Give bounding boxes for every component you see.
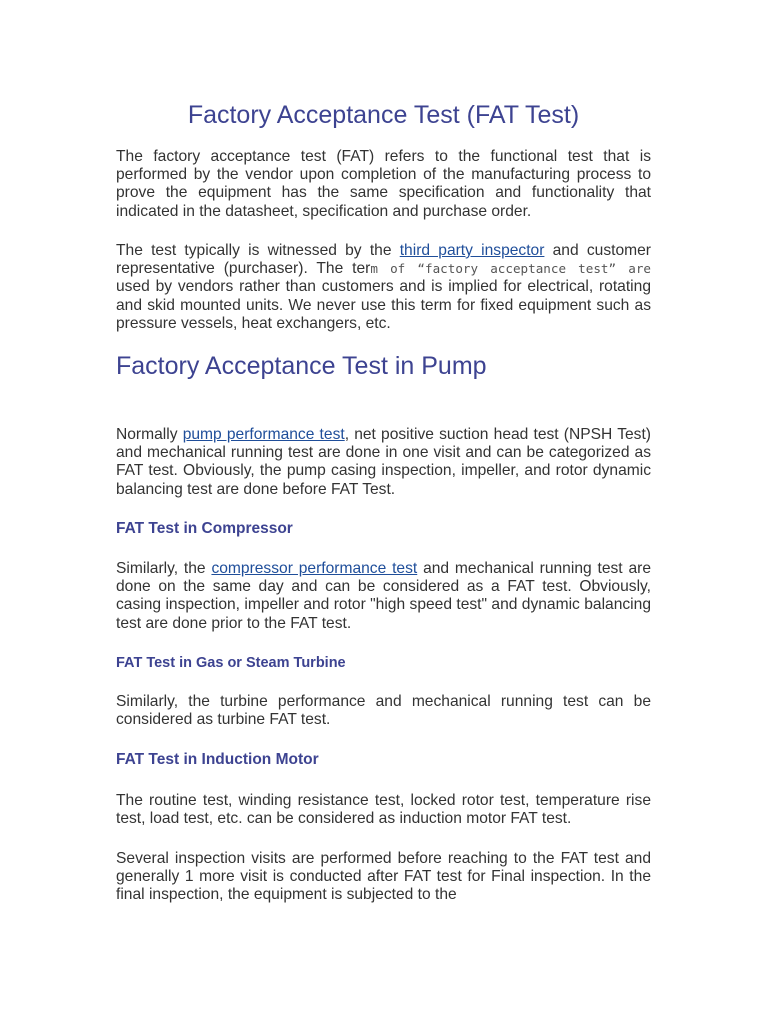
intro-paragraph: The factory acceptance test (FAT) refers to the functional test that is performed by the vendor upon completion of the manufacturing process to prove the equipment has the same specification and functionality that indicated in the datasheet, specification and purchase order.	[116, 148, 651, 220]
turbine-paragraph: Similarly, the turbine performance and mechanical running test can be considered as turbine FAT test.	[116, 693, 651, 729]
motor-heading: FAT Test in Induction Motor	[116, 751, 319, 768]
compressor-text-end: and mechanical running test are done on the same day and can be considered as a FAT test. Obviously, casing inspection, impeller and rotor "high speed test" and dynamic balancing test are done prior to the FAT test.	[116, 560, 652, 632]
compressor-heading: FAT Test in Compressor	[116, 520, 293, 537]
witness-text-start: The test typically is witnessed by the	[116, 242, 400, 259]
third-party-inspector-link[interactable]: third party inspector	[399, 242, 545, 259]
witness-text-middle: and customer representative (purchaser). The ter	[116, 242, 651, 278]
page-title: Factory Acceptance Test (FAT Test)	[187, 101, 580, 129]
pump-heading: Factory Acceptance Test in Pump	[116, 352, 487, 380]
pump-paragraph	[116, 426, 651, 499]
witness-paragraph	[116, 242, 651, 333]
witness-text-mono: m of “factory acceptance test” are	[370, 261, 651, 277]
turbine-heading: FAT Test in Gas or Steam Turbine	[116, 655, 346, 671]
compressor-text-start: Similarly, the	[116, 560, 212, 577]
witness-text-end: used by vendors rather than customers and is implied for electrical, rotating and skid mounted units. We never use this term for fixed equipment such as pressure vessels, heat exchangers, etc.	[116, 278, 651, 332]
compressor-paragraph	[116, 560, 651, 633]
pump-text-end: , net positive suction head test (NPSH Test) and mechanical running test are done in one visit and can be categorized as FAT test. Obviously, the pump casing inspection, impeller, and rotor dynamic balancing test are done before FAT Test.	[116, 426, 651, 498]
final-inspection-paragraph: Several inspection visits are performed before reaching to the FAT test and generally 1 more visit is conducted after FAT test for Final inspection. In the final inspection, the equipment is subjected to the	[116, 850, 651, 904]
motor-paragraph: The routine test, winding resistance test, locked rotor test, temperature rise test, load test, etc. can be considered as induction motor FAT test.	[116, 792, 651, 828]
pump-text-start: Normally	[116, 426, 183, 443]
pump-performance-test-link[interactable]: pump performance test	[182, 426, 345, 443]
compressor-performance-test-link[interactable]: compressor performance test	[211, 560, 418, 577]
